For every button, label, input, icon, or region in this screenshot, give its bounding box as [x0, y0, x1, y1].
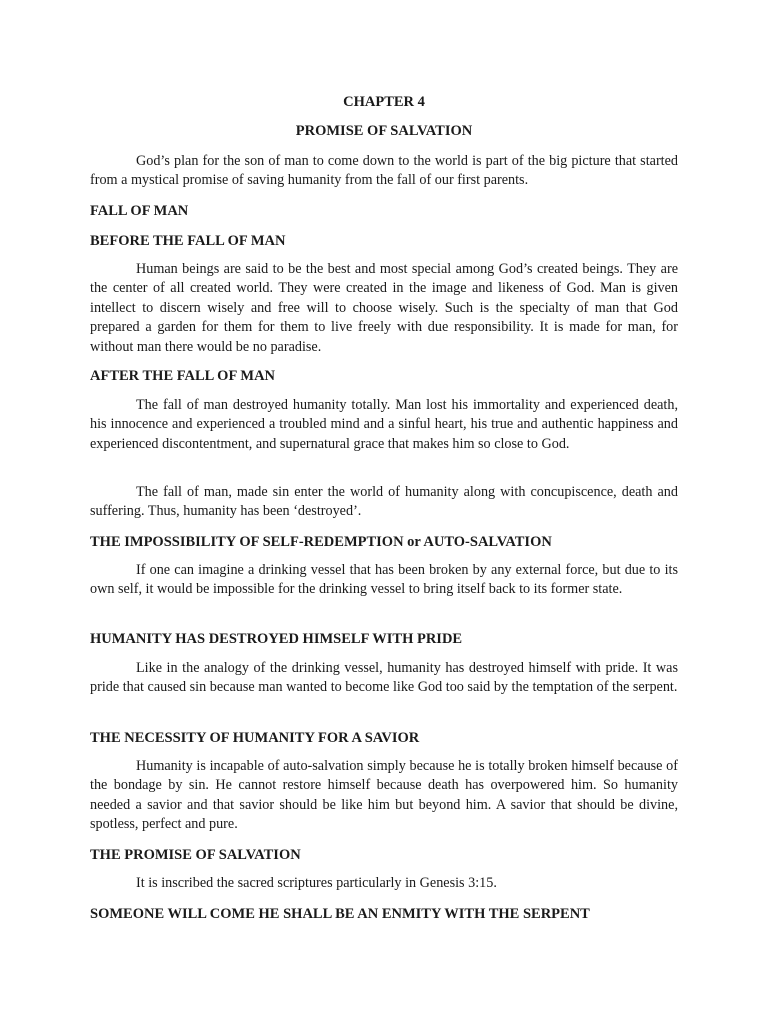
- paragraph-necessity-savior: Humanity is incapable of auto-salvation simply because he is totally broken himself because of the bondage by sin. He cannot restore himself because death has overpowered him. So humanity needed a savior and that savior should be like him but beyond him. A savior that should be divine, spotless, perfect and pure.: [90, 758, 678, 833]
- chapter-label: CHAPTER 4: [343, 94, 425, 110]
- section-heading-someone-will-come: SOMEONE WILL COME HE SHALL BE AN ENMITY WITH THE SERPENT: [90, 906, 590, 922]
- section-heading-self-redemption: THE IMPOSSIBILITY OF SELF-REDEMPTION or AUTO-SALVATION: [90, 534, 552, 550]
- paragraph-after-fall-2: The fall of man, made sin enter the world of humanity along with concupiscence, death and suffering. Thus, humanity has been ‘destroyed’.: [90, 484, 678, 520]
- paragraph-after-fall-1: The fall of man destroyed humanity totally. Man lost his immortality and experienced death, his innocence and experienced a troubled mind and a sinful heart, his true and authentic happiness and experienced discontentment, and supernatural grace that makes him so close to God.: [90, 397, 678, 452]
- section-heading-pride: HUMANITY HAS DESTROYED HIMSELF WITH PRIDE: [90, 631, 463, 647]
- section-heading-necessity-savior: THE NECESSITY OF HUMANITY FOR A SAVIOR: [90, 730, 420, 746]
- section-heading-fall-of-man: FALL OF MAN: [90, 203, 189, 219]
- chapter-title: PROMISE OF SALVATION: [295, 123, 473, 139]
- section-heading-promise: THE PROMISE OF SALVATION: [90, 847, 301, 863]
- document-page: [90, 0, 678, 1024]
- section-heading-before-fall: BEFORE THE FALL OF MAN: [90, 233, 286, 249]
- paragraph-pride: Like in the analogy of the drinking vessel, humanity has destroyed himself with pride. It was pride that caused sin because man wanted to become like God too said by the temptation of the serpent.: [90, 660, 678, 696]
- paragraph-promise: It is inscribed the sacred scriptures particularly in Genesis 3:15.: [136, 875, 497, 891]
- section-heading-after-fall: AFTER THE FALL OF MAN: [90, 368, 276, 384]
- paragraph-before-fall: Human beings are said to be the best and most special among God’s created beings. They are the center of all created world. They were created in the image and likeness of God. Man is given intellect to discern wisely and free will to choose wisely. Such is the specialty of man that God prepared a garden for them for them to live freely with due responsibility. It is made for man, for without man there would be no paradise.: [90, 261, 678, 355]
- paragraph-self-redemption: If one can imagine a drinking vessel that has been broken by any external force, but due to its own self, it would be impossible for the drinking vessel to bring itself back to its former state.: [90, 562, 678, 598]
- intro-paragraph: God’s plan for the son of man to come down to the world is part of the big picture that started from a mystical promise of saving humanity from the fall of our first parents.: [90, 153, 678, 189]
